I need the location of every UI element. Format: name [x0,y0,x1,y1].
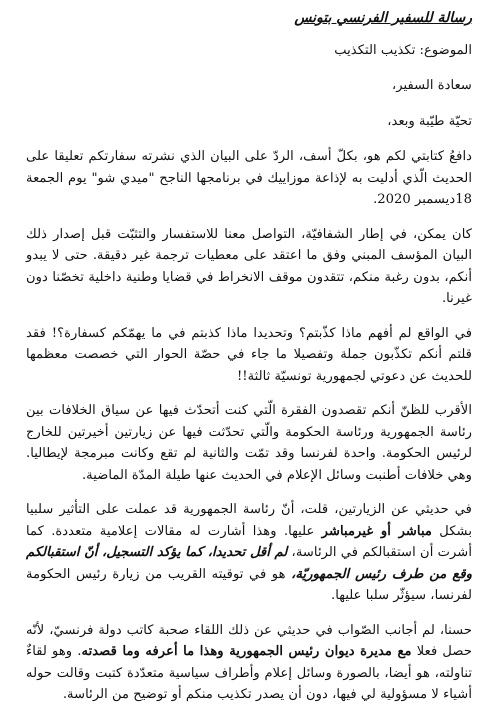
paragraph-3: في الواقع لم أفهم ماذا كذّبتم؟ وتحديدا ماذا كذبتم في ما يهمّكم كسفارة؟! فقد قلتم أنكم تكذّبون جملة وتفصيلا ما جاء في حصّة الحوار التي خصصت معظمها للحديث عن دعوتي لجمهورية تونسيّة ثالثة!! [26,325,472,384]
paragraph-5-text: هو في توقيته القريب من زيارة رئيس الحكومة لفرنسا، سيؤثّر سلبا عليها. [26,566,472,603]
spacer [26,97,472,111]
paragraph-1: دافعُ كتابتي لكم هو، بكلّ أسف، الردّ على البيان الذي نشرته سفارتكم تعليقا على الحديث الّذي أدليت به لإذاعة موزاييك في برنامجها الناجح "ميدي شو" يوم الجمعة 18ديسمبر 2020. [26,149,472,207]
letter-title: رسالة للسفير الفرنسي بتونس [294,10,472,26]
paragraph-5-bold: مباشر أو غيرمباشر [321,523,432,539]
paragraph-4: الأقرب للظنّ أنكم تقصدون الفقرة الّتي كنت أتحدّث فيها عن سياق الخلافات بين رئاسة الجمهورية ورئاسة الحكومة والّتي تحدّثت فيها عن زيارتين أخيرتين للخارج لرئيس الحكومة. واحدة لفرنسا وقد تمّت والثانية لم تقع وكانت مبرمجة لإيطاليا. وهي خلافات أطنبت وسائل الإعلام في الحديث عنها طيلة المدّة الماضية. [26,403,472,483]
paragraph-6-bold: مع مديرة ديوان رئيس الجمهورية وهذا ما أعرفه وما قصدته [81,644,412,659]
spacer [26,61,472,75]
paragraph-2: كان يمكن، في إطار الشفافيّة، التواصل معنا للاستفسار والتثبّت قبل إصدار ذلك البيان المؤسف المبني وفق ما اعتقد على معطيات ترجمة غير دقيقة. حتى لا يبدو أنكم، بدون رغبة منكم، تتقدون موقف الانخراط في قضايا وطنية داخلية تخصّنا دون غيرنا. [26,226,472,306]
greeting-line: تحيّة طيّبة وبعد، [387,113,472,129]
subject-line: الموضوع: تكذيب التكذيب [334,42,472,58]
paragraph-6 [26,620,472,706]
paragraph-5-text: في حديثي عن الزيارتين، قلت، أنّ رئاسة الجمهورية قد عملت على التأثير سلبيا بشكل [26,502,472,539]
paragraph-5-bold-italic: لم أقل تحديدا، كما يؤكد التسجيل، أنّ استقبالكم وقع من طرف رئيس الجمهوريّة، [26,545,472,582]
paragraph-6-text: حسنا، لم أجانب الصّواب في حديثي عن ذلك اللقاء صحبة كاتب دولة فرنسيّ، لأنّه حصل فعلا [26,622,473,659]
spacer [26,132,472,146]
paragraph-5 [26,499,472,607]
paragraph-6-text: . وهو لقاءٌ تناولته، هو أيضا، بالصورة وسائل إعلام وأطراف سياسية متعدّدة كتبت وقالت حوله أشياء لا مسؤولية لي فيها، دون أن يصدر تكذيب منكم أو توضيح من الرئاسة. [26,644,472,702]
salutation-line: سعادة السفير، [391,78,472,93]
paragraph-5-text: عليها. وهذا أشارت له مقالات إعلامية متعددة. كما أشرت أن استقبالكم في الرئاسة، [26,523,472,560]
